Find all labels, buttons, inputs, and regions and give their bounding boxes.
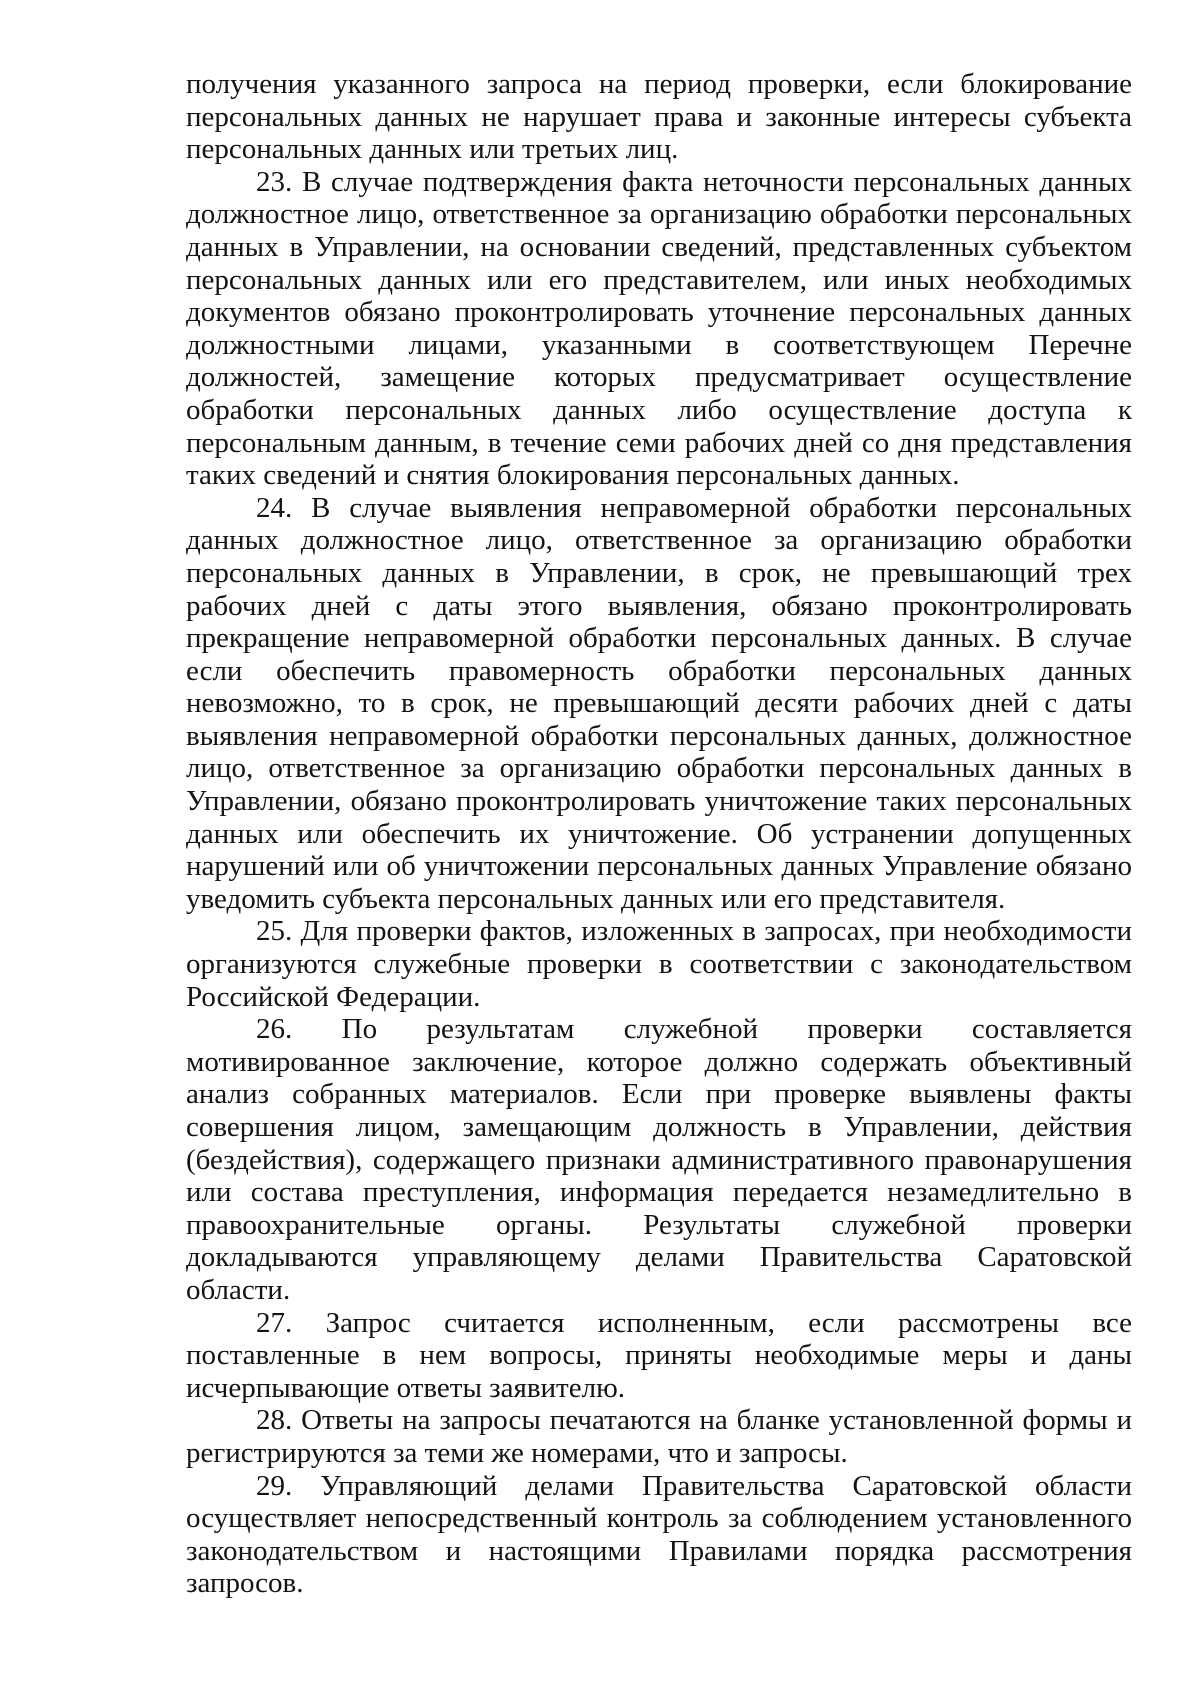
paragraph-26: 26. По результатам служебной проверки составляется мотивированное заключение, которое должно содержать объективный анализ собранных материалов. Если при проверке выявлены факты совершения лицом, замещающим должность в Управлении, действия (бездействия), содержащего признаки административного правонарушения или состава преступления, информация передается незамедлительно в правоохранительные органы. Результаты служебной проверки докладываются управляющему делами Правительства Саратовской области.: [186, 1013, 1132, 1306]
document-body: [186, 68, 1132, 1600]
paragraph-28: 28. Ответы на запросы печатаются на бланке установленной формы и регистрируются за теми же номерами, что и запросы.: [186, 1404, 1132, 1469]
paragraph-23: 23. В случае подтверждения факта неточности персональных данных должностное лицо, ответственное за организацию обработки персональных данных в Управлении, на основании сведений, представленных субъектом персональных данных или его представителем, или иных необходимых документов обязано проконтролировать уточнение персональных данных должностными лицами, указанными в соответствующем Перечне должностей, замещение которых предусматривает осуществление обработки персональных данных либо осуществление доступа к персональным данным, в течение семи рабочих дней со дня представления таких сведений и снятия блокирования персональных данных.: [186, 165, 1132, 492]
paragraph-27: 27. Запрос считается исполненным, если рассмотрены все поставленные в нем вопросы, приняты необходимые меры и даны исчерпывающие ответы заявителю.: [186, 1306, 1132, 1404]
paragraph-25: 25. Для проверки фактов, изложенных в запросах, при необходимости организуются служебные проверки в соответствии с законодательством Российской Федерации.: [186, 915, 1132, 1013]
paragraph-29: 29. Управляющий делами Правительства Саратовской области осуществляет непосредственный контроль за соблюдением установленного законодательством и настоящими Правилами порядка рассмотрения запросов.: [186, 1469, 1132, 1600]
paragraph-24: 24. В случае выявления неправомерной обработки персональных данных должностное лицо, ответственное за организацию обработки персональных данных в Управлении, в срок, не превышающий трех рабочих дней с даты этого выявления, обязано проконтролировать прекращение неправомерной обработки персональных данных. В случае если обеспечить правомерность обработки персональных данных невозможно, то в срок, не превышающий десяти рабочих дней с даты выявления неправомерной обработки персональных данных, должностное лицо, ответственное за организацию обработки персональных данных в Управлении, обязано проконтролировать уничтожение таких персональных данных или обеспечить их уничтожение. Об устранении допущенных нарушений или об уничтожении персональных данных Управление обязано уведомить субъекта персональных данных или его представителя.: [186, 491, 1132, 915]
paragraph-continuation: получения указанного запроса на период проверки, если блокирование персональных данных не нарушает права и законные интересы субъекта персональных данных или третьих лиц.: [186, 68, 1132, 166]
